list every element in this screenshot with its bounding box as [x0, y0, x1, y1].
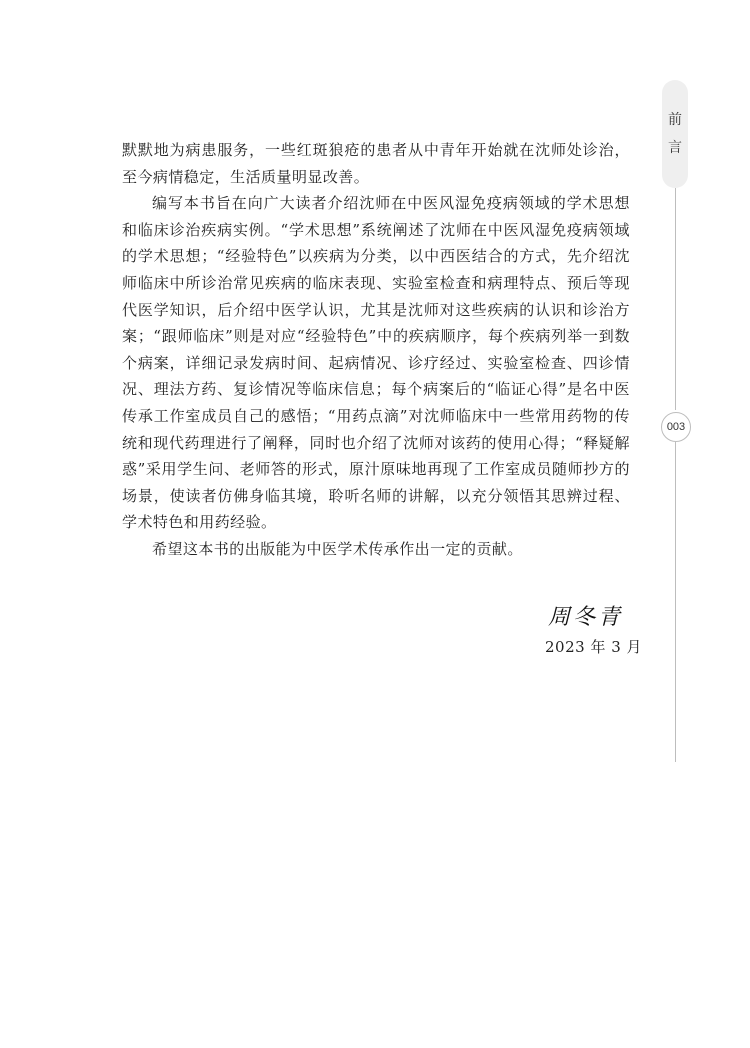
- page-number: 003: [661, 412, 691, 442]
- section-tab-char-1: 前: [668, 112, 682, 128]
- side-rule-top: [675, 188, 676, 410]
- paragraph-continuation: 默默地为病患服务，一些红斑狼疮的患者从中青年开始就在沈师处诊治，至今病情稳定，生活质量明显改善。: [122, 141, 630, 186]
- paragraph-purpose: 编写本书旨在向广大读者介绍沈师在中医风湿免疫病领域的学术思想和临床诊治疾病实例。“学术思想”系统阐述了沈师在中医风湿免疫病领域的学术思想；“经验特色”以疾病为分类，以中西医结合的方式，先介绍沈师临床中所诊治常见疾病的临床表现、实验室检查和病理特点、预后等现代医学知识，后介绍中医学认识，尤其是沈师对这些疾病的认识和诊治方案；“跟师临床”则是对应“经验特色”中的疾病顺序，每个疾病列举一到数个病案，详细记录发病时间、起病情况、诊疗经过、实验室检查、四诊情况、理法方药、复诊情况等临床信息；每个病案后的“临证心得”是名中医传承工作室成员自己的感悟；“用药点滴”对沈师临床中一些常用药物的传统和现代药理进行了阐释，同时也介绍了沈师对该药的使用心得；“释疑解惑”采用学生问、老师答的形式，原汁原味地再现了工作室成员随师抄方的场景，使读者仿佛身临其境，聆听名师的讲解，以充分领悟其思辨过程、学术特色和用药经验。: [122, 194, 630, 532]
- author-signature: 周冬青: [548, 605, 624, 630]
- body-text: [122, 137, 630, 563]
- section-tab: [662, 80, 688, 188]
- paragraph-closing: 希望这本书的出版能为中医学术传承作出一定的贡献。: [152, 539, 523, 558]
- signature-date: 2023 年 3 月: [545, 638, 643, 656]
- side-rule-bottom: [675, 442, 676, 762]
- section-tab-char-2: 言: [668, 140, 682, 156]
